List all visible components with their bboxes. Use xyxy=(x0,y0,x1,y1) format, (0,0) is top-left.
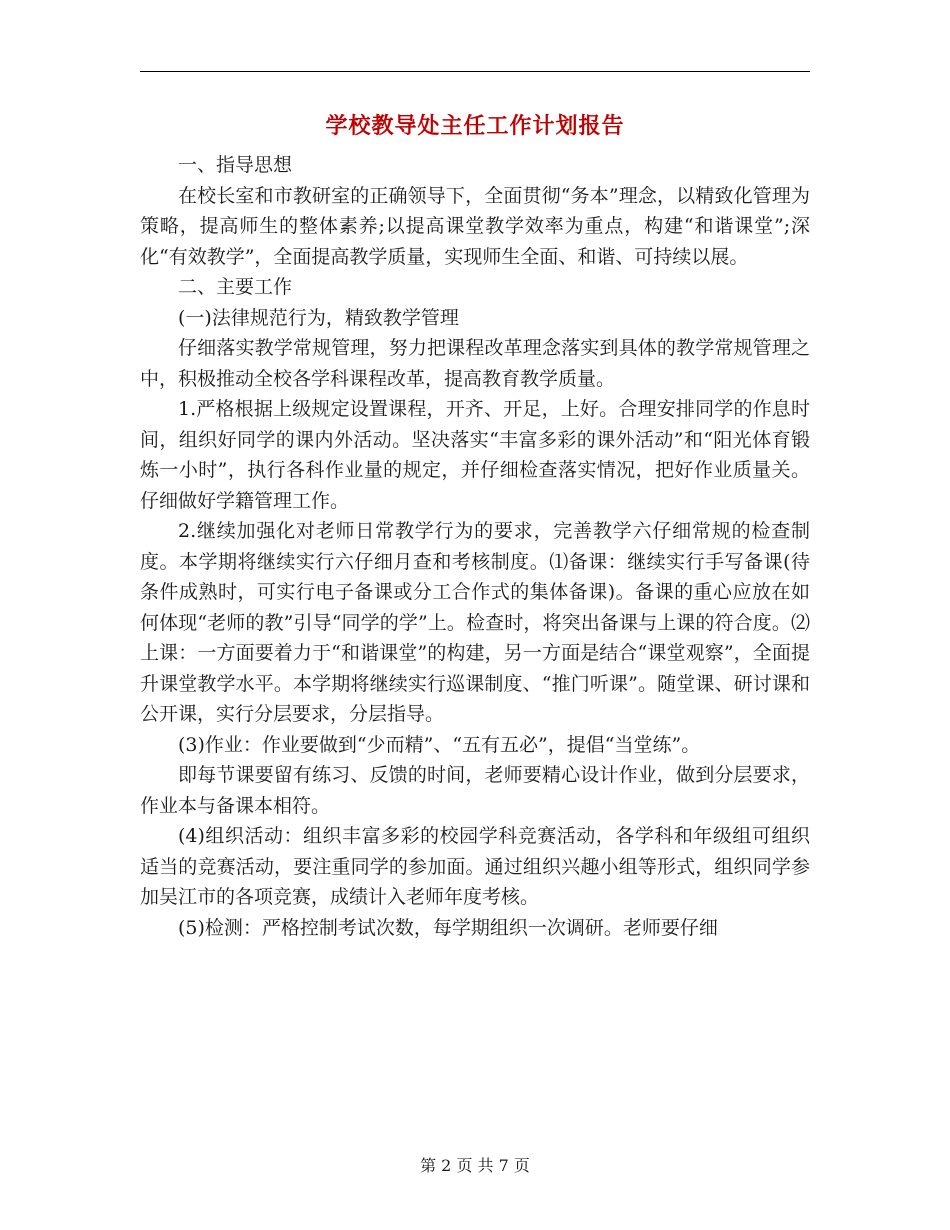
subsection-heading: (一)法律规范行为，精致教学管理 xyxy=(178,306,459,329)
paragraph-item-1: 1.严格根据上级规定设置课程，开齐、开足，上好。合理安排同学的作息时间，组织好同学的课内外活动。坚决落实“丰富多彩的课外活动”和“阳光体育锻炼一小时”，执行各科作业量的规定，并仔细检查落实情况，把好作业质量关。仔细做好学籍管理工作。 xyxy=(140,398,810,512)
header-rule xyxy=(140,71,810,72)
page-number-footer: 第 2 页 共 7 页 xyxy=(420,1156,530,1175)
section-heading-guiding-ideology: 一、指导思想 xyxy=(178,154,293,176)
section-heading-main-work: 二、主要工作 xyxy=(178,276,293,298)
paragraph-testing: (5)检测：严格控制考试次数，每学期组织一次调研。老师要仔细 xyxy=(178,916,718,939)
paragraph-guiding-ideology: 在校长室和市教研室的正确领导下，全面贯彻“务本”理念，以精致化管理为策略，提高师生的整体素养;以提高课堂教学效率为重点，构建“和谐课堂”;深化“有效教学”，全面提高教学质量，实现师生全面、和谐、可持续以展。 xyxy=(140,184,810,268)
paragraph-routine-management: 仔细落实教学常规管理，努力把课程改革理念落实到具体的教学常规管理之中，积极推动全校各学科课程改革，提高教育教学质量。 xyxy=(140,337,810,390)
paragraph-homework: (3)作业：作业要做到“少而精”、“五有五必”，提倡“当堂练”。 xyxy=(178,733,701,756)
paragraph-item-2: 2.继续加强化对老师日常教学行为的要求，完善教学六仔细常规的检查制度。本学期将继续实行六仔细月查和考核制度。⑴备课：继续实行手写备课(待条件成熟时，可实行电子备课或分工合作式的集体备课)。备课的重心应放在如何体现“老师的教”引导“同学的学”上。检查时，将突出备课与上课的符合度。⑵上课：一方面要着力于“和谐课堂”的构建，另一方面是结合“课堂观察”，全面提升课堂教学水平。本学期将继续实行巡课制度、“推门听课”。随堂课、研讨课和公开课，实行分层要求，分层指导。 xyxy=(140,520,810,725)
document-title: 学校教导处主任工作计划报告 xyxy=(325,114,625,139)
paragraph-activities: (4)组织活动：组织丰富多彩的校园学科竞赛活动，各学科和年级组可组织适当的竞赛活动，要注重同学的参加面。通过组织兴趣小组等形式，组织同学参加吴江市的各项竞赛，成绩计入老师年度考核。 xyxy=(140,825,810,908)
document-body xyxy=(140,150,810,943)
paragraph-homework-detail: 即每节课要留有练习、反馈的时间，老师要精心设计作业，做到分层要求，作业本与备课本相符。 xyxy=(140,764,810,817)
